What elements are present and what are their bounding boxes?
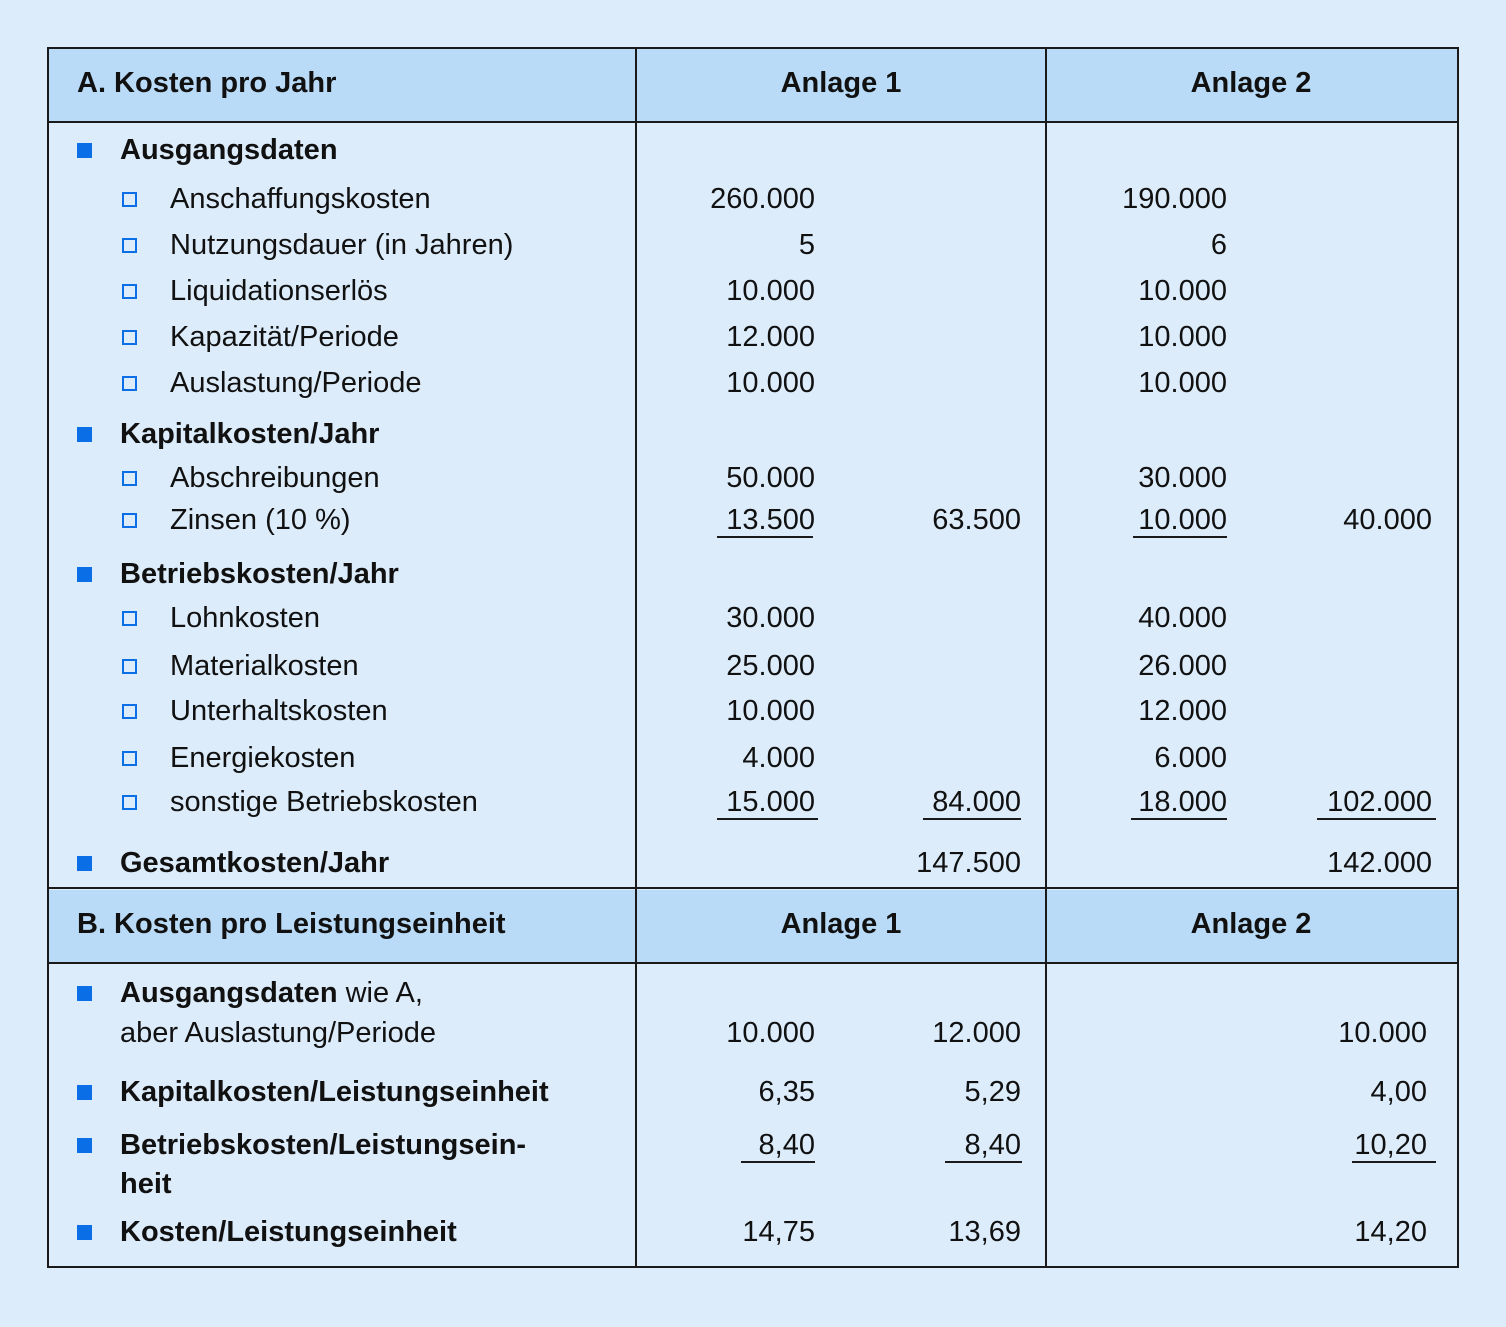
value-cell: 12.000	[726, 321, 815, 353]
row-label-text: Gesamtkosten/Jahr	[120, 847, 390, 879]
row-label	[170, 460, 380, 496]
section-a-col-anlage-2: Anlage 2	[1190, 67, 1312, 99]
value-cell: 6.000	[1154, 742, 1227, 774]
row-label-text: Auslastung/Periode	[170, 367, 422, 399]
value-cell: 10.000	[726, 367, 815, 399]
value-cell: 5,29	[964, 1076, 1021, 1108]
filled-square-bullet-icon	[77, 856, 92, 871]
value-cell: 8,40	[964, 1129, 1021, 1161]
table-row	[0, 132, 1506, 168]
value-cell: 10,20	[1354, 1129, 1427, 1161]
value-cell: 6	[1210, 229, 1227, 261]
value-cell: 18.000	[1138, 786, 1227, 818]
table-row	[0, 460, 1506, 496]
filled-square-bullet-icon	[77, 427, 92, 442]
row-label	[170, 319, 399, 355]
value-cell: 10.000	[1138, 367, 1227, 399]
row-label-text: Anschaffungskosten	[170, 183, 431, 215]
sum-underline	[1133, 536, 1227, 538]
value-cell: 10.000	[1138, 321, 1227, 353]
value-cell: 10.000	[1138, 504, 1227, 536]
row-label-text: Nutzungsdauer (in Jahren)	[170, 229, 514, 261]
filled-square-bullet-icon	[77, 143, 92, 158]
table-row	[0, 648, 1506, 684]
table-row	[0, 227, 1506, 263]
row-label	[120, 1214, 457, 1250]
row-label-text: wie A,	[337, 977, 423, 1009]
value-cell: 4,00	[1370, 1076, 1427, 1108]
value-cell: 102.000	[1327, 786, 1432, 818]
row-label-text: Energiekosten	[170, 742, 356, 774]
filled-square-bullet-icon	[77, 1138, 92, 1153]
section-a-col-anlage-1: Anlage 1	[780, 67, 902, 99]
table-row	[0, 502, 1506, 538]
section-b-col-anlage-1: Anlage 1	[780, 908, 902, 940]
row-label-text: Kosten/Leistungseinheit	[120, 1216, 457, 1248]
sum-underline	[717, 536, 813, 538]
hollow-square-bullet-icon	[122, 704, 137, 719]
hollow-square-bullet-icon	[122, 192, 137, 207]
hollow-square-bullet-icon	[122, 795, 137, 810]
sum-underline	[717, 818, 818, 820]
value-cell: 84.000	[932, 786, 1021, 818]
row-label	[170, 693, 388, 729]
filled-square-bullet-icon	[77, 1225, 92, 1240]
value-cell: 260.000	[710, 183, 815, 215]
row-label-text: Betriebskosten/Leistungsein-	[120, 1129, 527, 1161]
table-row	[0, 319, 1506, 355]
value-cell: 147.500	[916, 847, 1021, 879]
row-label-text: Ausgangsdaten	[120, 134, 338, 166]
value-cell: 10.000	[726, 1017, 815, 1049]
row-label-text: Unterhaltskosten	[170, 695, 388, 727]
row-label	[170, 648, 359, 684]
table-row	[0, 1074, 1506, 1110]
table-row	[0, 556, 1506, 592]
table-row	[0, 273, 1506, 309]
row-label-text: aber Auslastung/Periode	[120, 1017, 436, 1049]
filled-square-bullet-icon	[77, 986, 92, 1001]
value-cell: 10.000	[1338, 1017, 1427, 1049]
table-row	[0, 693, 1506, 729]
value-cell: 13,69	[948, 1216, 1021, 1248]
hollow-square-bullet-icon	[122, 751, 137, 766]
section-a-title: A. Kosten pro Jahr	[77, 67, 337, 99]
sum-underline	[1352, 1161, 1436, 1163]
value-cell: 4.000	[742, 742, 815, 774]
section-b-title: B. Kosten pro Leistungseinheit	[77, 908, 506, 940]
row-label-text: Kapitalkosten/Leistungseinheit	[120, 1076, 549, 1108]
row-label-text: Kapazität/Periode	[170, 321, 399, 353]
hollow-square-bullet-icon	[122, 513, 137, 528]
table-row	[0, 1127, 1506, 1163]
value-cell: 6,35	[758, 1076, 815, 1108]
row-label-text: Zinsen (10 %)	[170, 504, 351, 536]
row-label-text: sonstige Betriebskosten	[170, 786, 478, 818]
divider	[47, 887, 1459, 889]
sum-underline	[945, 1161, 1022, 1163]
value-cell: 10.000	[1138, 275, 1227, 307]
table-row	[0, 1214, 1506, 1250]
value-cell: 8,40	[758, 1129, 815, 1161]
row-label-text: Abschreibungen	[170, 462, 380, 494]
table-row	[0, 365, 1506, 401]
hollow-square-bullet-icon	[122, 330, 137, 345]
table-row	[0, 784, 1506, 820]
row-label-text: Lohnkosten	[170, 602, 320, 634]
row-label-text: Liquidationserlös	[170, 275, 388, 307]
row-label-text: Betriebskosten/Jahr	[120, 558, 399, 590]
row-label	[120, 1074, 549, 1110]
row-label	[120, 556, 399, 592]
row-label	[120, 132, 338, 168]
hollow-square-bullet-icon	[122, 611, 137, 626]
value-cell: 30.000	[726, 602, 815, 634]
sum-underline	[741, 1161, 815, 1163]
hollow-square-bullet-icon	[122, 376, 137, 391]
row-label-text: Ausgangsdaten	[120, 977, 338, 1009]
row-label-text: heit	[120, 1168, 172, 1200]
divider	[47, 962, 1459, 964]
table-row	[0, 845, 1506, 881]
table-row	[0, 975, 1506, 1011]
row-label	[170, 273, 388, 309]
value-cell: 10.000	[726, 695, 815, 727]
row-label	[170, 227, 513, 263]
value-cell: 25.000	[726, 650, 815, 682]
value-cell: 50.000	[726, 462, 815, 494]
value-cell: 40.000	[1343, 504, 1432, 536]
filled-square-bullet-icon	[77, 1085, 92, 1100]
value-cell: 14,20	[1354, 1216, 1427, 1248]
row-label	[170, 181, 431, 217]
value-cell: 15.000	[726, 786, 815, 818]
row-label	[120, 1127, 526, 1163]
table-row	[0, 1166, 1506, 1202]
row-label	[170, 784, 478, 820]
value-cell: 142.000	[1327, 847, 1432, 879]
row-label	[120, 845, 389, 881]
row-label	[120, 1166, 172, 1202]
value-cell: 30.000	[1138, 462, 1227, 494]
section-b-col-anlage-2: Anlage 2	[1190, 908, 1312, 940]
sum-underline	[1317, 818, 1436, 820]
value-cell: 40.000	[1138, 602, 1227, 634]
row-label	[170, 600, 320, 636]
hollow-square-bullet-icon	[122, 238, 137, 253]
row-label-text: Materialkosten	[170, 650, 359, 682]
divider	[47, 121, 1459, 123]
filled-square-bullet-icon	[77, 567, 92, 582]
value-cell: 63.500	[932, 504, 1021, 536]
row-label	[120, 975, 423, 1011]
row-label	[170, 740, 355, 776]
row-label	[170, 365, 422, 401]
table-row	[0, 181, 1506, 217]
value-cell: 190.000	[1122, 183, 1227, 215]
value-cell: 12.000	[1138, 695, 1227, 727]
hollow-square-bullet-icon	[122, 284, 137, 299]
value-cell: 14,75	[742, 1216, 815, 1248]
value-cell: 26.000	[1138, 650, 1227, 682]
sum-underline	[1131, 818, 1227, 820]
hollow-square-bullet-icon	[122, 659, 137, 674]
hollow-square-bullet-icon	[122, 471, 137, 486]
row-label	[120, 416, 379, 452]
sum-underline	[923, 818, 1021, 820]
table-row	[0, 416, 1506, 452]
table-row	[0, 600, 1506, 636]
row-label	[170, 502, 351, 538]
value-cell: 5	[798, 229, 815, 261]
value-cell: 12.000	[932, 1017, 1021, 1049]
value-cell: 10.000	[726, 275, 815, 307]
table-row	[0, 740, 1506, 776]
value-cell: 13.500	[726, 504, 815, 536]
row-label-text: Kapitalkosten/Jahr	[120, 418, 380, 450]
row-label	[120, 1015, 436, 1051]
table-row	[0, 1015, 1506, 1051]
